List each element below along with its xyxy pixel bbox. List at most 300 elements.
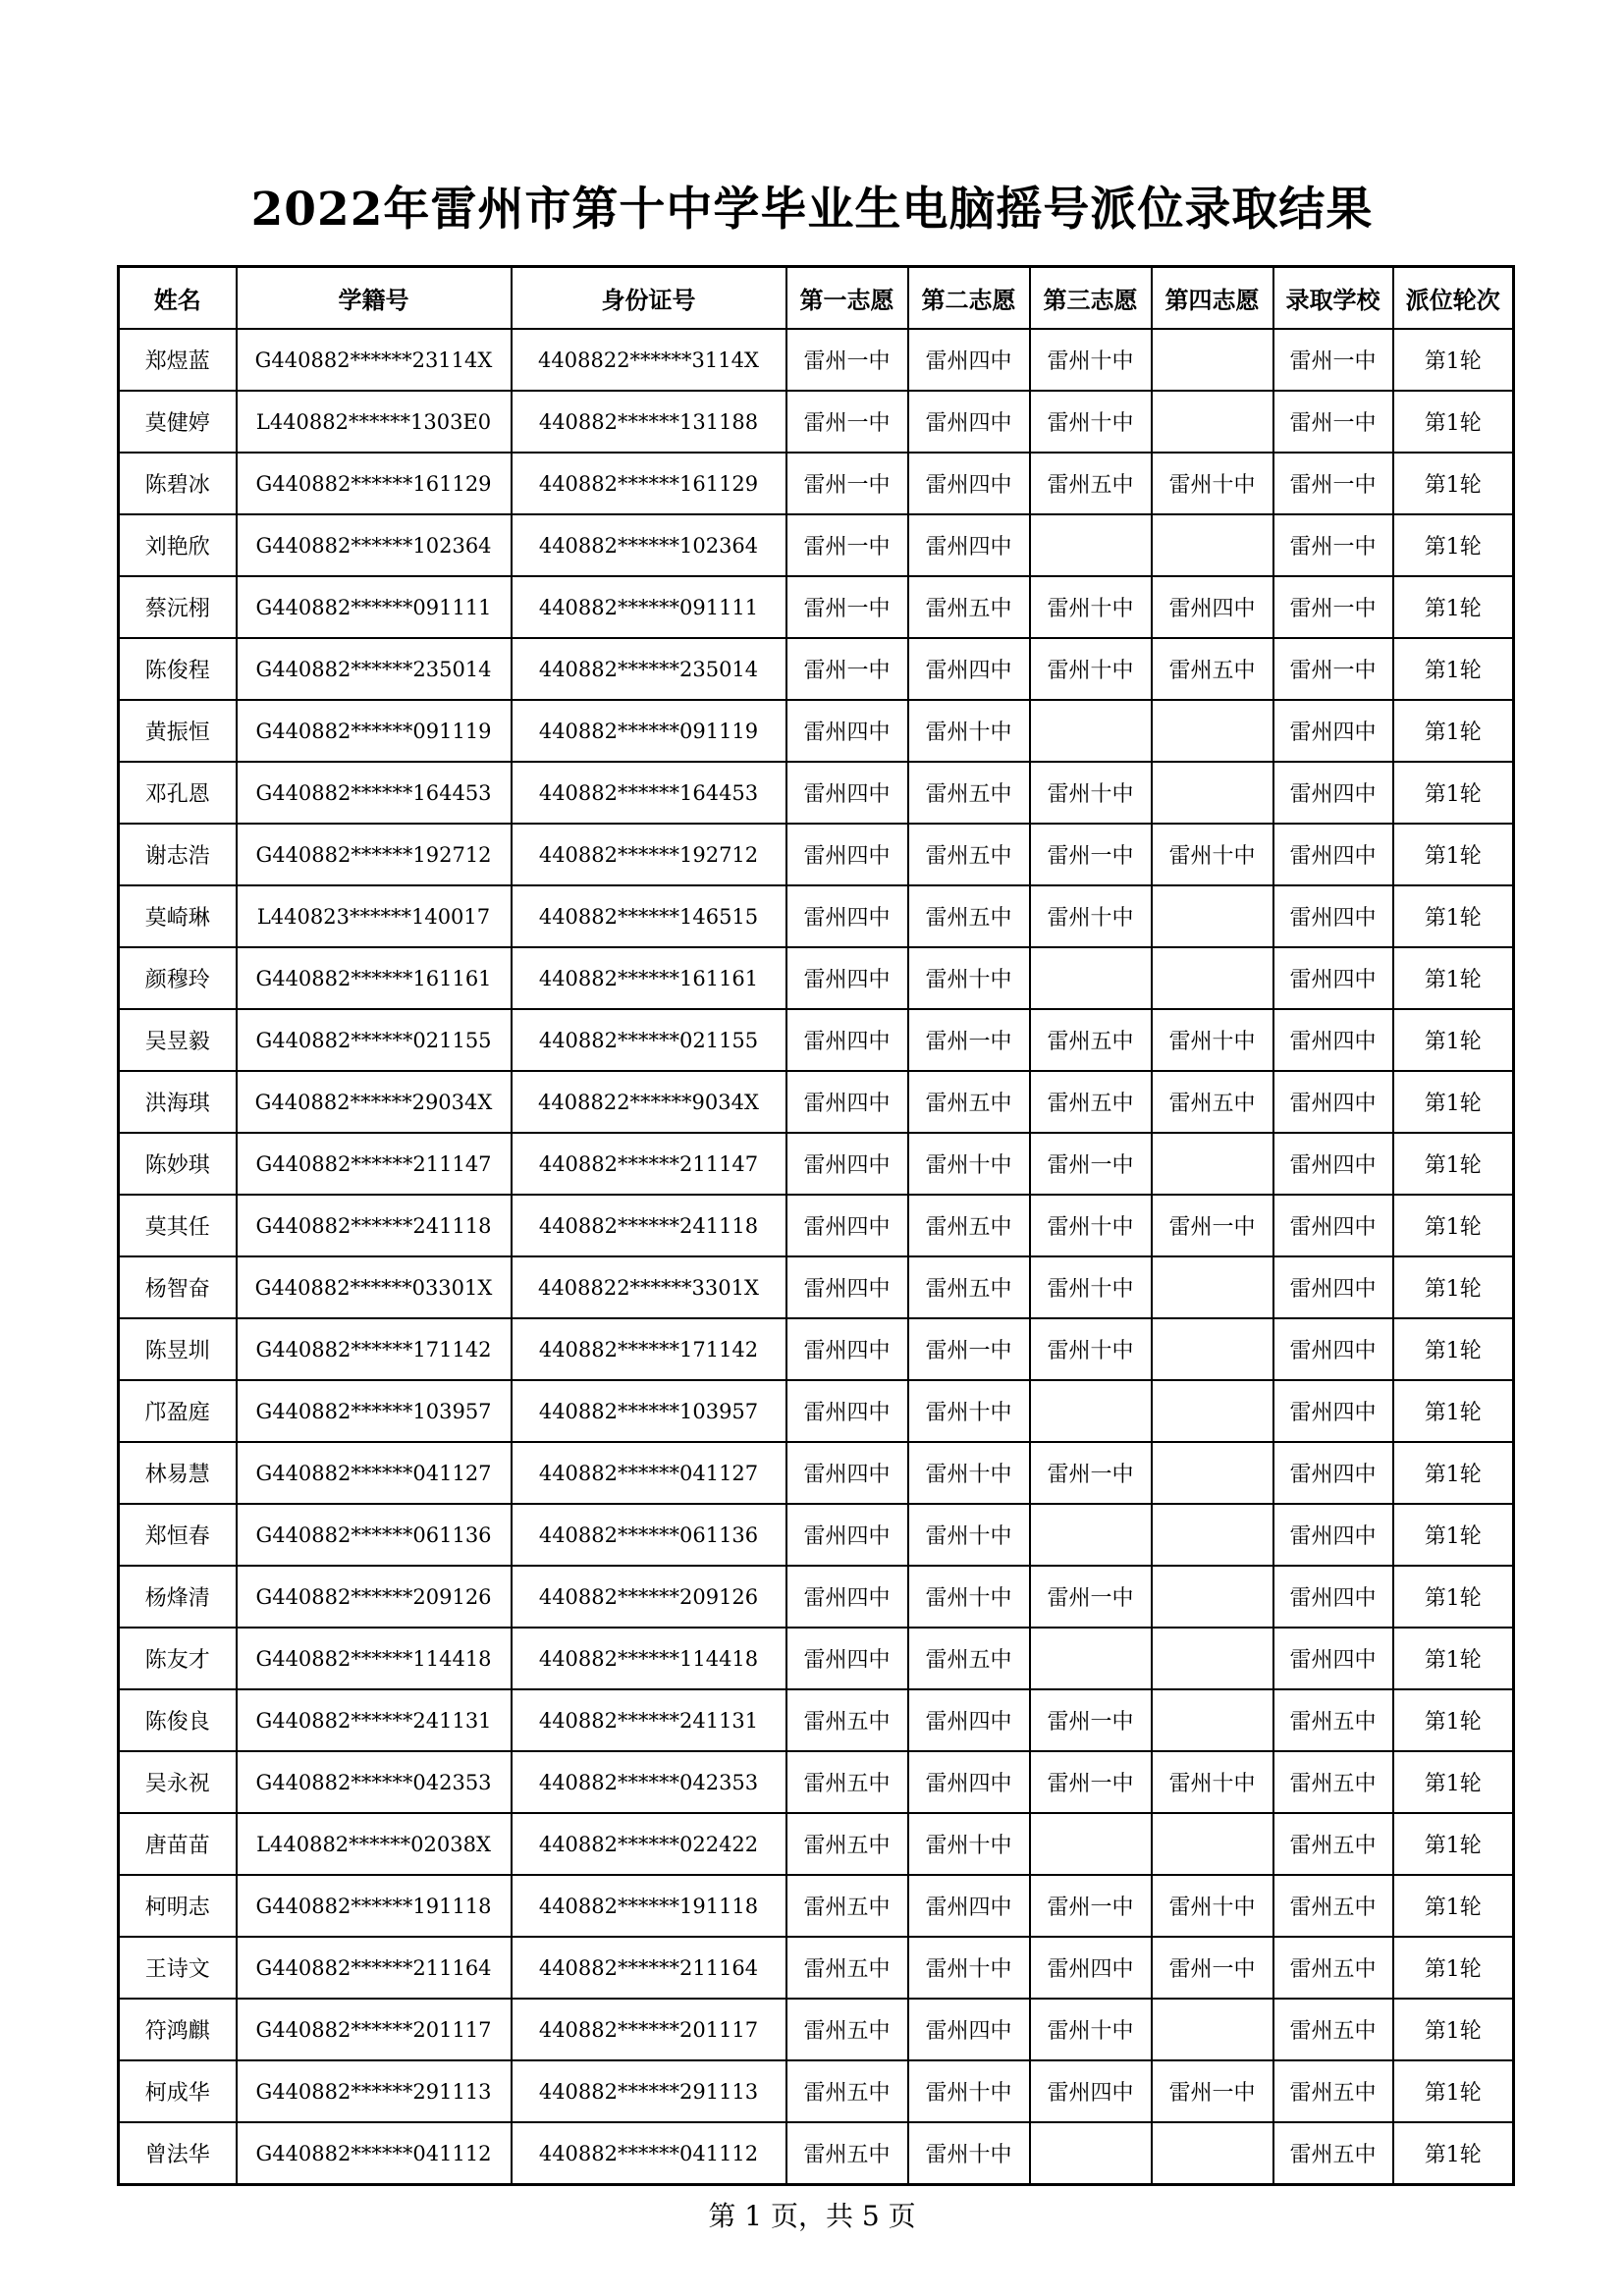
choice-3-cell: 雷州一中 <box>1030 1689 1152 1751</box>
id-number-cell: 440882******161161 <box>512 947 786 1009</box>
table-row <box>119 1380 1514 1442</box>
choice-1-cell: 雷州一中 <box>786 638 908 700</box>
student-id-cell: L440882******1303E0 <box>237 391 512 453</box>
student-id-cell: G440882******209126 <box>237 1566 512 1628</box>
table-row <box>119 824 1514 885</box>
id-number-cell: 4408822******9034X <box>512 1071 786 1133</box>
student-id-cell: L440882******02038X <box>237 1813 512 1875</box>
choice-4-cell <box>1152 1133 1273 1195</box>
round-cell: 第1轮 <box>1393 1380 1514 1442</box>
student-name-cell: 邓孔恩 <box>119 762 237 824</box>
round-cell: 第1轮 <box>1393 391 1514 453</box>
admitted-school-cell: 雷州一中 <box>1273 576 1393 638</box>
table-row <box>119 1318 1514 1380</box>
choice-3-cell: 雷州十中 <box>1030 885 1152 947</box>
choice-1-cell: 雷州五中 <box>786 1937 908 1999</box>
round-cell: 第1轮 <box>1393 1813 1514 1875</box>
table-row <box>119 1256 1514 1318</box>
round-cell: 第1轮 <box>1393 700 1514 762</box>
student-name-cell: 莫其任 <box>119 1195 237 1256</box>
student-name-cell: 杨智奋 <box>119 1256 237 1318</box>
admitted-school-cell: 雷州五中 <box>1273 2122 1393 2185</box>
admitted-school-cell: 雷州四中 <box>1273 1009 1393 1071</box>
student-id-cell: G440882******091119 <box>237 700 512 762</box>
choice-4-cell: 雷州十中 <box>1152 1875 1273 1937</box>
round-cell: 第1轮 <box>1393 1009 1514 1071</box>
choice-3-cell <box>1030 700 1152 762</box>
round-cell: 第1轮 <box>1393 1999 1514 2060</box>
choice-2-cell: 雷州五中 <box>908 576 1030 638</box>
choice-1-cell: 雷州五中 <box>786 1875 908 1937</box>
choice-1-cell: 雷州四中 <box>786 1195 908 1256</box>
admitted-school-cell: 雷州四中 <box>1273 1071 1393 1133</box>
choice-4-cell <box>1152 1256 1273 1318</box>
id-number-cell: 440882******114418 <box>512 1628 786 1689</box>
choice-1-cell: 雷州四中 <box>786 1318 908 1380</box>
choice-2-cell: 雷州五中 <box>908 1195 1030 1256</box>
student-name-cell: 陈昱圳 <box>119 1318 237 1380</box>
choice-2-cell: 雷州十中 <box>908 1442 1030 1504</box>
choice-2-cell: 雷州十中 <box>908 947 1030 1009</box>
admitted-school-cell: 雷州四中 <box>1273 1195 1393 1256</box>
choice-3-cell: 雷州十中 <box>1030 638 1152 700</box>
choice-1-cell: 雷州一中 <box>786 329 908 391</box>
student-id-cell: G440882******042353 <box>237 1751 512 1813</box>
round-cell: 第1轮 <box>1393 2060 1514 2122</box>
table-row <box>119 2060 1514 2122</box>
header-choice-4: 第四志愿 <box>1152 267 1273 330</box>
choice-3-cell: 雷州十中 <box>1030 1256 1152 1318</box>
admitted-school-cell: 雷州四中 <box>1273 762 1393 824</box>
choice-3-cell: 雷州一中 <box>1030 1566 1152 1628</box>
id-number-cell: 440882******103957 <box>512 1380 786 1442</box>
choice-4-cell <box>1152 1999 1273 2060</box>
choice-2-cell: 雷州十中 <box>908 1133 1030 1195</box>
choice-2-cell: 雷州五中 <box>908 1256 1030 1318</box>
choice-1-cell: 雷州一中 <box>786 391 908 453</box>
student-id-cell: G440882******091111 <box>237 576 512 638</box>
id-number-cell: 440882******164453 <box>512 762 786 824</box>
choice-4-cell: 雷州四中 <box>1152 576 1273 638</box>
admitted-school-cell: 雷州四中 <box>1273 947 1393 1009</box>
choice-4-cell: 雷州五中 <box>1152 638 1273 700</box>
choice-2-cell: 雷州五中 <box>908 1071 1030 1133</box>
round-cell: 第1轮 <box>1393 1937 1514 1999</box>
choice-3-cell <box>1030 2122 1152 2185</box>
choice-1-cell: 雷州四中 <box>786 1380 908 1442</box>
student-id-cell: G440882******021155 <box>237 1009 512 1071</box>
choice-1-cell: 雷州一中 <box>786 576 908 638</box>
choice-4-cell: 雷州五中 <box>1152 1071 1273 1133</box>
student-id-cell: G440882******102364 <box>237 514 512 576</box>
choice-3-cell <box>1030 1380 1152 1442</box>
id-number-cell: 440882******192712 <box>512 824 786 885</box>
round-cell: 第1轮 <box>1393 1318 1514 1380</box>
choice-3-cell: 雷州十中 <box>1030 1999 1152 2060</box>
student-name-cell: 柯明志 <box>119 1875 237 1937</box>
choice-2-cell: 雷州四中 <box>908 1999 1030 2060</box>
choice-3-cell: 雷州四中 <box>1030 2060 1152 2122</box>
student-name-cell: 柯成华 <box>119 2060 237 2122</box>
student-name-cell: 杨烽清 <box>119 1566 237 1628</box>
id-number-cell: 440882******191118 <box>512 1875 786 1937</box>
admitted-school-cell: 雷州五中 <box>1273 1813 1393 1875</box>
id-number-cell: 440882******021155 <box>512 1009 786 1071</box>
student-name-cell: 蔡沅栩 <box>119 576 237 638</box>
choice-4-cell <box>1152 391 1273 453</box>
choice-4-cell <box>1152 1442 1273 1504</box>
choice-2-cell: 雷州一中 <box>908 1009 1030 1071</box>
student-id-cell: G440882******192712 <box>237 824 512 885</box>
table-row <box>119 514 1514 576</box>
choice-2-cell: 雷州四中 <box>908 1875 1030 1937</box>
round-cell: 第1轮 <box>1393 453 1514 514</box>
admitted-school-cell: 雷州四中 <box>1273 1318 1393 1380</box>
choice-2-cell: 雷州四中 <box>908 391 1030 453</box>
admitted-school-cell: 雷州四中 <box>1273 1256 1393 1318</box>
choice-3-cell: 雷州十中 <box>1030 329 1152 391</box>
round-cell: 第1轮 <box>1393 576 1514 638</box>
choice-2-cell: 雷州十中 <box>908 1937 1030 1999</box>
choice-2-cell: 雷州十中 <box>908 1504 1030 1566</box>
table-row <box>119 1937 1514 1999</box>
choice-2-cell: 雷州五中 <box>908 1628 1030 1689</box>
id-number-cell: 440882******161129 <box>512 453 786 514</box>
choice-1-cell: 雷州四中 <box>786 700 908 762</box>
page-title: 2022年雷州市第十中学毕业生电脑摇号派位录取结果 <box>250 183 1374 237</box>
choice-3-cell: 雷州五中 <box>1030 1071 1152 1133</box>
admitted-school-cell: 雷州五中 <box>1273 1875 1393 1937</box>
student-id-cell: G440882******103957 <box>237 1380 512 1442</box>
choice-4-cell <box>1152 329 1273 391</box>
round-cell: 第1轮 <box>1393 1256 1514 1318</box>
table-row <box>119 576 1514 638</box>
id-number-cell: 440882******201117 <box>512 1999 786 2060</box>
admitted-school-cell: 雷州一中 <box>1273 638 1393 700</box>
student-id-cell: G440882******201117 <box>237 1999 512 2060</box>
id-number-cell: 440882******211147 <box>512 1133 786 1195</box>
choice-2-cell: 雷州四中 <box>908 1751 1030 1813</box>
choice-3-cell <box>1030 1504 1152 1566</box>
choice-1-cell: 雷州四中 <box>786 885 908 947</box>
student-id-cell: L440823******140017 <box>237 885 512 947</box>
round-cell: 第1轮 <box>1393 1071 1514 1133</box>
round-cell: 第1轮 <box>1393 1133 1514 1195</box>
id-number-cell: 440882******131188 <box>512 391 786 453</box>
choice-4-cell: 雷州十中 <box>1152 1751 1273 1813</box>
choice-2-cell: 雷州十中 <box>908 1813 1030 1875</box>
student-name-cell: 莫崎琳 <box>119 885 237 947</box>
admission-results-table <box>117 265 1515 2186</box>
choice-2-cell: 雷州十中 <box>908 2122 1030 2185</box>
round-cell: 第1轮 <box>1393 2122 1514 2185</box>
student-name-cell: 王诗文 <box>119 1937 237 1999</box>
admitted-school-cell: 雷州四中 <box>1273 1133 1393 1195</box>
choice-4-cell <box>1152 885 1273 947</box>
admitted-school-cell: 雷州四中 <box>1273 1380 1393 1442</box>
header-name: 姓名 <box>119 267 237 330</box>
id-number-cell: 440882******042353 <box>512 1751 786 1813</box>
choice-4-cell: 雷州一中 <box>1152 1937 1273 1999</box>
choice-1-cell: 雷州四中 <box>786 1566 908 1628</box>
admitted-school-cell: 雷州四中 <box>1273 700 1393 762</box>
table-header-row <box>119 267 1514 330</box>
table-row <box>119 1999 1514 2060</box>
choice-3-cell <box>1030 1628 1152 1689</box>
round-cell: 第1轮 <box>1393 762 1514 824</box>
choice-4-cell: 雷州十中 <box>1152 453 1273 514</box>
table-row <box>119 1504 1514 1566</box>
round-cell: 第1轮 <box>1393 1504 1514 1566</box>
student-id-cell: G440882******061136 <box>237 1504 512 1566</box>
round-cell: 第1轮 <box>1393 1751 1514 1813</box>
id-number-cell: 440882******235014 <box>512 638 786 700</box>
student-id-cell: G440882******191118 <box>237 1875 512 1937</box>
table-row <box>119 947 1514 1009</box>
admitted-school-cell: 雷州五中 <box>1273 1751 1393 1813</box>
student-name-cell: 吴昱毅 <box>119 1009 237 1071</box>
round-cell: 第1轮 <box>1393 1195 1514 1256</box>
choice-3-cell: 雷州一中 <box>1030 1751 1152 1813</box>
table-row <box>119 1751 1514 1813</box>
round-cell: 第1轮 <box>1393 1442 1514 1504</box>
round-cell: 第1轮 <box>1393 824 1514 885</box>
choice-2-cell: 雷州四中 <box>908 453 1030 514</box>
student-name-cell: 黄振恒 <box>119 700 237 762</box>
choice-1-cell: 雷州五中 <box>786 1689 908 1751</box>
table-row <box>119 1628 1514 1689</box>
table-row <box>119 1813 1514 1875</box>
choice-1-cell: 雷州五中 <box>786 2060 908 2122</box>
id-number-cell: 440882******041112 <box>512 2122 786 2185</box>
choice-4-cell <box>1152 1813 1273 1875</box>
choice-4-cell <box>1152 762 1273 824</box>
round-cell: 第1轮 <box>1393 947 1514 1009</box>
choice-3-cell: 雷州四中 <box>1030 1937 1152 1999</box>
admitted-school-cell: 雷州五中 <box>1273 1689 1393 1751</box>
round-cell: 第1轮 <box>1393 885 1514 947</box>
id-number-cell: 440882******102364 <box>512 514 786 576</box>
choice-4-cell <box>1152 1628 1273 1689</box>
choice-2-cell: 雷州四中 <box>908 1689 1030 1751</box>
choice-4-cell <box>1152 1689 1273 1751</box>
table-row <box>119 1875 1514 1937</box>
choice-1-cell: 雷州四中 <box>786 1009 908 1071</box>
student-name-cell: 郑煜蓝 <box>119 329 237 391</box>
choice-1-cell: 雷州四中 <box>786 762 908 824</box>
choice-4-cell <box>1152 700 1273 762</box>
table-row <box>119 1195 1514 1256</box>
admitted-school-cell: 雷州四中 <box>1273 1504 1393 1566</box>
id-number-cell: 440882******022422 <box>512 1813 786 1875</box>
admitted-school-cell: 雷州四中 <box>1273 1442 1393 1504</box>
student-id-cell: G440882******03301X <box>237 1256 512 1318</box>
choice-3-cell: 雷州十中 <box>1030 1195 1152 1256</box>
student-name-cell: 陈碧冰 <box>119 453 237 514</box>
student-id-cell: G440882******161161 <box>237 947 512 1009</box>
student-id-cell: G440882******211147 <box>237 1133 512 1195</box>
admitted-school-cell: 雷州四中 <box>1273 1566 1393 1628</box>
student-id-cell: G440882******235014 <box>237 638 512 700</box>
header-choice-1: 第一志愿 <box>786 267 908 330</box>
student-id-cell: G440882******241118 <box>237 1195 512 1256</box>
page-footer: 第 1 页，共 5 页 <box>708 2200 916 2232</box>
table-row <box>119 885 1514 947</box>
choice-2-cell: 雷州五中 <box>908 762 1030 824</box>
id-number-cell: 440882******241131 <box>512 1689 786 1751</box>
id-number-cell: 4408822******3301X <box>512 1256 786 1318</box>
choice-4-cell: 雷州十中 <box>1152 824 1273 885</box>
choice-1-cell: 雷州四中 <box>786 947 908 1009</box>
choice-3-cell: 雷州十中 <box>1030 576 1152 638</box>
student-id-cell: G440882******29034X <box>237 1071 512 1133</box>
header-admitted-school: 录取学校 <box>1273 267 1393 330</box>
choice-2-cell: 雷州四中 <box>908 514 1030 576</box>
student-name-cell: 曾法华 <box>119 2122 237 2185</box>
round-cell: 第1轮 <box>1393 514 1514 576</box>
choice-3-cell: 雷州十中 <box>1030 1318 1152 1380</box>
admitted-school-cell: 雷州一中 <box>1273 329 1393 391</box>
table-row <box>119 329 1514 391</box>
id-number-cell: 440882******091119 <box>512 700 786 762</box>
id-number-cell: 440882******209126 <box>512 1566 786 1628</box>
student-id-cell: G440882******23114X <box>237 329 512 391</box>
choice-1-cell: 雷州四中 <box>786 1504 908 1566</box>
admitted-school-cell: 雷州四中 <box>1273 885 1393 947</box>
choice-2-cell: 雷州四中 <box>908 638 1030 700</box>
table-row <box>119 2122 1514 2185</box>
table-row <box>119 1009 1514 1071</box>
choice-4-cell <box>1152 514 1273 576</box>
admitted-school-cell: 雷州一中 <box>1273 391 1393 453</box>
student-name-cell: 谢志浩 <box>119 824 237 885</box>
choice-1-cell: 雷州四中 <box>786 1628 908 1689</box>
id-number-cell: 440882******241118 <box>512 1195 786 1256</box>
choice-4-cell: 雷州十中 <box>1152 1009 1273 1071</box>
choice-1-cell: 雷州四中 <box>786 1442 908 1504</box>
student-name-cell: 唐苗苗 <box>119 1813 237 1875</box>
choice-2-cell: 雷州十中 <box>908 1566 1030 1628</box>
choice-1-cell: 雷州五中 <box>786 1751 908 1813</box>
table-row <box>119 638 1514 700</box>
choice-3-cell: 雷州一中 <box>1030 1442 1152 1504</box>
choice-2-cell: 雷州四中 <box>908 329 1030 391</box>
id-number-cell: 440882******291113 <box>512 2060 786 2122</box>
admitted-school-cell: 雷州一中 <box>1273 514 1393 576</box>
student-id-cell: G440882******241131 <box>237 1689 512 1751</box>
choice-3-cell: 雷州一中 <box>1030 1133 1152 1195</box>
choice-1-cell: 雷州五中 <box>786 1999 908 2060</box>
student-name-cell: 郑恒春 <box>119 1504 237 1566</box>
choice-3-cell <box>1030 947 1152 1009</box>
id-number-cell: 440882******211164 <box>512 1937 786 1999</box>
id-number-cell: 440882******061136 <box>512 1504 786 1566</box>
student-id-cell: G440882******211164 <box>237 1937 512 1999</box>
student-name-cell: 洪海琪 <box>119 1071 237 1133</box>
round-cell: 第1轮 <box>1393 1875 1514 1937</box>
header-choice-3: 第三志愿 <box>1030 267 1152 330</box>
id-number-cell: 440882******091111 <box>512 576 786 638</box>
header-student-id: 学籍号 <box>237 267 512 330</box>
student-name-cell: 符鸿麒 <box>119 1999 237 2060</box>
choice-2-cell: 雷州一中 <box>908 1318 1030 1380</box>
id-number-cell: 440882******146515 <box>512 885 786 947</box>
choice-1-cell: 雷州四中 <box>786 1133 908 1195</box>
choice-2-cell: 雷州十中 <box>908 1380 1030 1442</box>
header-id-number: 身份证号 <box>512 267 786 330</box>
student-id-cell: G440882******164453 <box>237 762 512 824</box>
choice-4-cell: 雷州一中 <box>1152 1195 1273 1256</box>
student-name-cell: 陈俊程 <box>119 638 237 700</box>
student-name-cell: 刘艳欣 <box>119 514 237 576</box>
table-row <box>119 1689 1514 1751</box>
table-row <box>119 1566 1514 1628</box>
choice-4-cell <box>1152 947 1273 1009</box>
table-row <box>119 391 1514 453</box>
student-id-cell: G440882******114418 <box>237 1628 512 1689</box>
choice-4-cell <box>1152 1318 1273 1380</box>
choice-4-cell: 雷州一中 <box>1152 2060 1273 2122</box>
student-id-cell: G440882******161129 <box>237 453 512 514</box>
choice-1-cell: 雷州一中 <box>786 514 908 576</box>
admitted-school-cell: 雷州四中 <box>1273 1628 1393 1689</box>
student-name-cell: 莫健婷 <box>119 391 237 453</box>
choice-1-cell: 雷州一中 <box>786 453 908 514</box>
student-id-cell: G440882******041127 <box>237 1442 512 1504</box>
admitted-school-cell: 雷州一中 <box>1273 453 1393 514</box>
choice-3-cell: 雷州一中 <box>1030 824 1152 885</box>
choice-3-cell: 雷州五中 <box>1030 453 1152 514</box>
round-cell: 第1轮 <box>1393 1628 1514 1689</box>
student-id-cell: G440882******041112 <box>237 2122 512 2185</box>
table-row <box>119 1071 1514 1133</box>
choice-2-cell: 雷州十中 <box>908 700 1030 762</box>
choice-3-cell: 雷州五中 <box>1030 1009 1152 1071</box>
student-name-cell: 颜穆玲 <box>119 947 237 1009</box>
table-row <box>119 762 1514 824</box>
student-name-cell: 陈妙琪 <box>119 1133 237 1195</box>
admitted-school-cell: 雷州五中 <box>1273 1999 1393 2060</box>
choice-4-cell <box>1152 1566 1273 1628</box>
table-row <box>119 1442 1514 1504</box>
admitted-school-cell: 雷州五中 <box>1273 2060 1393 2122</box>
choice-1-cell: 雷州四中 <box>786 1256 908 1318</box>
choice-4-cell <box>1152 1380 1273 1442</box>
table-row <box>119 700 1514 762</box>
choice-4-cell <box>1152 1504 1273 1566</box>
round-cell: 第1轮 <box>1393 1689 1514 1751</box>
table-row <box>119 453 1514 514</box>
choice-2-cell: 雷州五中 <box>908 824 1030 885</box>
round-cell: 第1轮 <box>1393 329 1514 391</box>
header-choice-2: 第二志愿 <box>908 267 1030 330</box>
admitted-school-cell: 雷州四中 <box>1273 824 1393 885</box>
student-id-cell: G440882******291113 <box>237 2060 512 2122</box>
choice-3-cell <box>1030 1813 1152 1875</box>
choice-1-cell: 雷州五中 <box>786 1813 908 1875</box>
round-cell: 第1轮 <box>1393 638 1514 700</box>
table-row <box>119 1133 1514 1195</box>
choice-4-cell <box>1152 2122 1273 2185</box>
round-cell: 第1轮 <box>1393 1566 1514 1628</box>
admitted-school-cell: 雷州五中 <box>1273 1937 1393 1999</box>
id-number-cell: 4408822******3114X <box>512 329 786 391</box>
student-id-cell: G440882******171142 <box>237 1318 512 1380</box>
choice-2-cell: 雷州十中 <box>908 2060 1030 2122</box>
student-name-cell: 陈友才 <box>119 1628 237 1689</box>
choice-1-cell: 雷州四中 <box>786 824 908 885</box>
header-round: 派位轮次 <box>1393 267 1514 330</box>
